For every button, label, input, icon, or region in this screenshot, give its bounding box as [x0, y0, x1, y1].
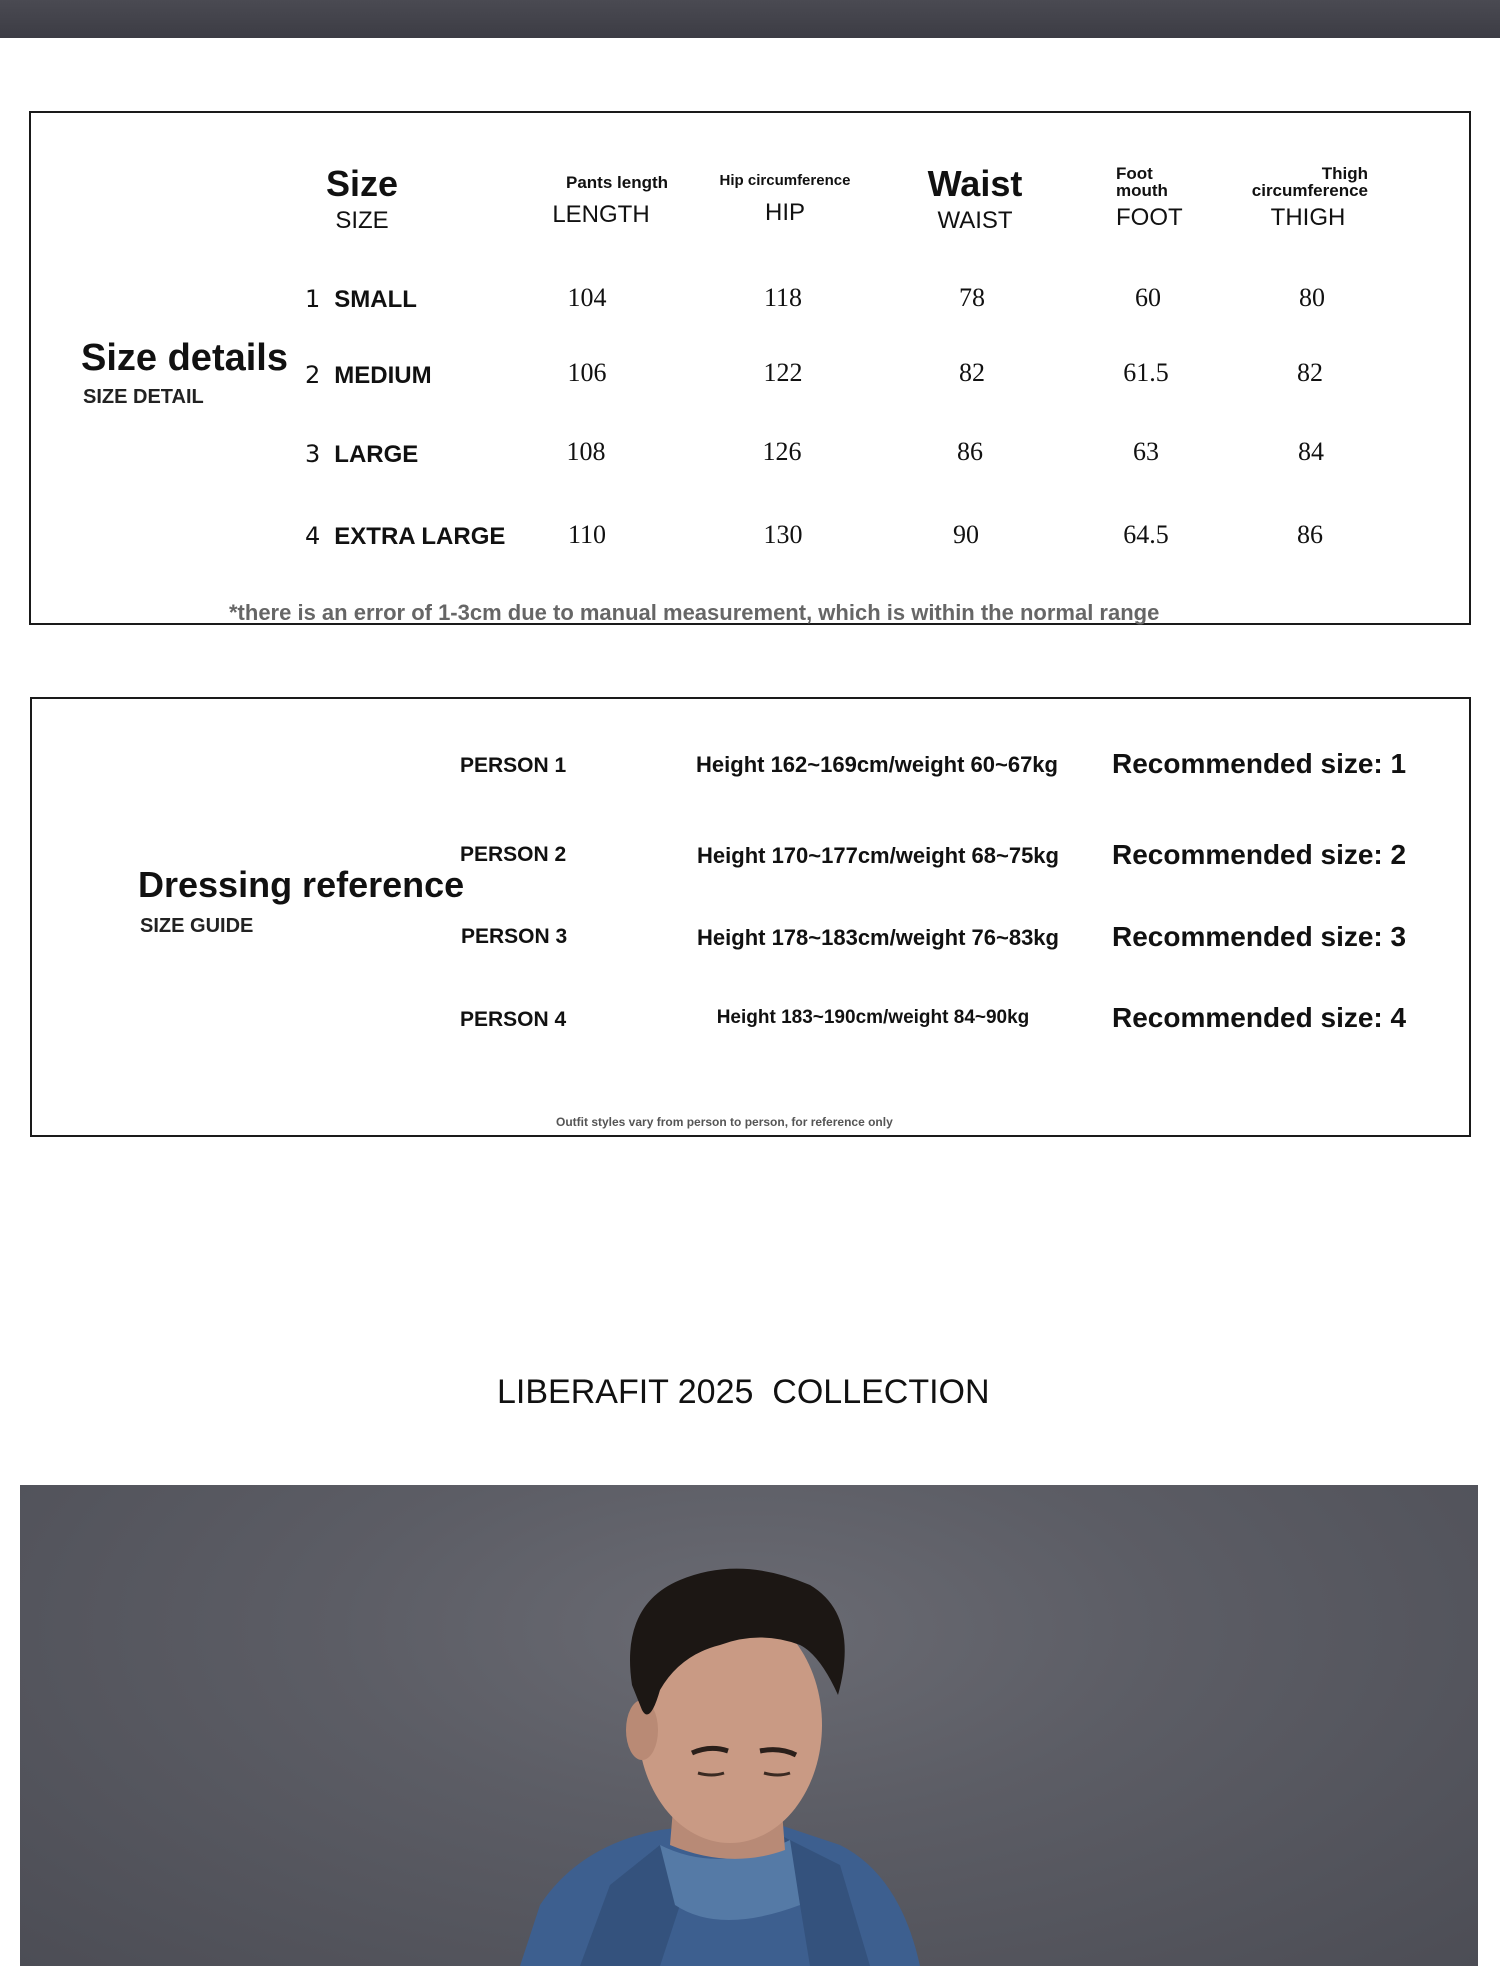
cell-waist: 86 [957, 437, 983, 466]
col-waist-code: WAIST [937, 207, 1013, 234]
dressing-reference-title: Dressing reference [138, 864, 465, 905]
person-label: PERSON 4 [460, 1008, 567, 1031]
model-photo [20, 1485, 1478, 1966]
cell-foot: 64.5 [1123, 520, 1169, 549]
size-details-subtitle: SIZE DETAIL [83, 386, 204, 408]
size-row-label [305, 440, 418, 469]
dressing-reference-subtitle: SIZE GUIDE [140, 915, 254, 937]
size-row-label [305, 361, 432, 390]
measurement-note: *there is an error of 1-3cm due to manual measurement, which is within the normal range [229, 600, 1160, 625]
person-height-weight: Height 178~183cm/weight 76~83kg [697, 925, 1059, 950]
size-row-label [305, 522, 505, 551]
top-photo-strip [0, 0, 1500, 38]
person-label: PERSON 2 [460, 843, 567, 866]
cell-waist: 90 [953, 520, 979, 549]
collection-title: LIBERAFIT 2025 COLLECTION [497, 1373, 990, 1411]
size-row-num: 2 [305, 361, 321, 389]
col-header-foot [1116, 165, 1183, 232]
person-label: PERSON 1 [460, 754, 567, 777]
col-length-code: LENGTH [552, 201, 650, 228]
cell-thigh: 82 [1297, 358, 1323, 387]
size-row-num: 3 [305, 440, 321, 468]
cell-thigh: 86 [1297, 520, 1323, 549]
col-header-hip [675, 172, 895, 227]
cell-thigh: 84 [1298, 437, 1324, 466]
cell-hip: 126 [762, 437, 802, 466]
col-header-size [252, 163, 472, 235]
cell-foot: 60 [1135, 283, 1161, 312]
person-height-weight: Height 162~169cm/weight 60~67kg [696, 752, 1058, 777]
recommended-size: Recommended size: 4 [1112, 1002, 1407, 1033]
cell-foot: 61.5 [1123, 358, 1169, 387]
col-header-thigh [1248, 165, 1368, 232]
model-illustration [20, 1485, 1478, 1966]
col-hip-code: HIP [764, 199, 805, 226]
size-row-name: SMALL [334, 286, 417, 313]
size-row-num: 1 [305, 285, 321, 313]
size-row-num: 4 [305, 522, 321, 550]
size-details-title: Size details [81, 337, 288, 379]
col-size-code: SIZE [335, 207, 389, 234]
cell-waist: 78 [959, 283, 985, 312]
cell-length: 104 [567, 283, 607, 312]
person-height-weight: Height 170~177cm/weight 68~75kg [697, 843, 1059, 868]
col-thigh-code: THIGH [1270, 204, 1346, 231]
size-row-name: EXTRA LARGE [334, 523, 506, 550]
cell-waist: 82 [959, 358, 985, 387]
size-row-name: LARGE [334, 441, 419, 468]
col-foot-code: FOOT [1116, 204, 1183, 231]
cell-thigh: 80 [1299, 283, 1325, 312]
col-length-small: Pants length [566, 173, 669, 192]
col-thigh-small: Thigh circumference [1251, 164, 1368, 200]
recommended-size: Recommended size: 2 [1112, 839, 1407, 870]
cell-hip: 122 [763, 358, 803, 387]
cell-length: 106 [567, 358, 607, 387]
size-row-label [305, 285, 417, 314]
cell-hip: 130 [763, 520, 803, 549]
cell-foot: 63 [1133, 437, 1159, 466]
size-row-name: MEDIUM [334, 362, 432, 389]
col-size-big: Size [325, 163, 399, 204]
person-height-weight: Height 183~190cm/weight 84~90kg [716, 1007, 1030, 1028]
col-header-waist [865, 163, 1085, 235]
col-hip-small: Hip circumference [719, 172, 851, 189]
recommended-size: Recommended size: 3 [1112, 921, 1407, 952]
outfit-note: Outfit styles vary from person to person, for reference only [556, 1115, 893, 1129]
cell-length: 110 [567, 520, 607, 549]
col-foot-small: Foot mouth [1116, 164, 1168, 200]
recommended-size: Recommended size: 1 [1112, 748, 1407, 779]
cell-hip: 118 [763, 283, 803, 312]
person-label: PERSON 3 [461, 925, 568, 948]
cell-length: 108 [566, 437, 606, 466]
col-waist-big: Waist [927, 163, 1023, 204]
